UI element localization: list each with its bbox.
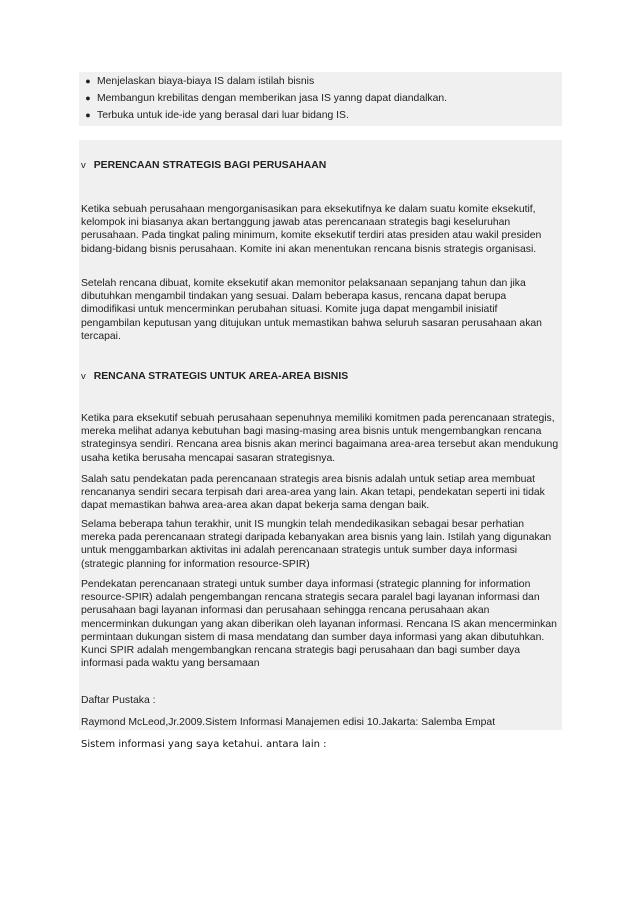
section-marker: v — [81, 371, 86, 382]
paragraph: Salah satu pendekatan pada perencanaan strategis area bisnis adalah untuk setiap area membuat rencananya sendiri secara terpisah dari area-area yang lain. Akan tetapi, pendekatan seperti ini tidak dapat memastikan bahwa area-area akan dapat bekerja sama dengan baik. — [81, 474, 545, 512]
paragraph: Pendekatan perencanaan strategi untuk sumber daya informasi (strategic planning for information resource-SPIR) adalah pengembangan rencana strategis secara paralel bagi layanan informasi dan perusahaan bagi layanan informasi dan perusahaan sehingga rencana perusahaan akan mencerminkan dukungan yang akan diberikan oleh layanan informasi. Rencana IS akan mencerminkan permintaan dukungan sistem di masa mendatang dan sumber daya informasi yang akan dibutuhkan. Kunci SPIR adalah mengembangkan rencana strategis bagi perusahaan dan bagi sumber daya informasi pada waktu yang bersamaan — [81, 579, 557, 670]
section-title: PERENCAAN STRATEGIS BAGI PERUSAHAAN — [93, 160, 327, 171]
bullet-icon: ● — [85, 76, 91, 86]
footer-text: Sistem informasi yang saya ketahui. antara lain : — [81, 739, 327, 750]
references-label: Daftar Pustaka : — [81, 695, 156, 706]
paragraph: Selama beberapa tahun terakhir, unit IS mungkin telah mendedikasikan sebagai besar perhatian mereka pada perencanaan strategi daripada kebanyakan area bisnis yang lain. Istilah yang digunakan untuk menggambarkan aktivitas ini adalah perencanaan strategis untuk sumber daya informasi (strategic planning for information resource-SPIR) — [81, 519, 552, 570]
bullet-list — [79, 73, 562, 124]
list-item: ● Menjelaskan biaya-biaya IS dalam istilah bisnis — [79, 73, 562, 90]
section-heading — [81, 371, 348, 382]
section-marker: v — [81, 160, 86, 171]
reference-entry: Raymond McLeod,Jr.2009.Sistem Informasi Manajemen edisi 10.Jakarta: Salemba Empat — [81, 717, 496, 728]
list-item: ● Membangun krebilitas dengan memberikan jasa IS yanng dapat diandalkan. — [79, 90, 562, 107]
list-item: ● Terbuka untuk ide-ide yang berasal dari luar bidang IS. — [79, 107, 562, 124]
paragraph: Setelah rencana dibuat, komite eksekutif akan memonitor pelaksanaan sepanjang tahun dan jika dibutuhkan mengambil tindakan yang sesuai. Dalam beberapa kasus, rencana dapat berupa dimodifikasi untuk mencerminkan perubahan situasi. Komite juga dapat mengambil inisiatif pengambilan keputusan yang ditujukan untuk memastikan bahwa seluruh sasaran perusahaan akan tercapai. — [81, 278, 542, 342]
section-heading — [81, 160, 326, 171]
paragraph: Ketika sebuah perusahaan mengorganisasikan para eksekutifnya ke dalam suatu komite eksekutif, kelompok ini biasanya akan bertanggung jawab atas perencanaan strategis bagi keseluruhan perusahaan. Pada tingkat paling minimum, komite eksekutif terdiri atas presiden atau wakil presiden bidang-bidang bisnis perusahaan. Komite ini akan menentukan rencana bisnis strategis organisasi. — [81, 204, 542, 255]
paragraph: Ketika para eksekutif sebuah perusahaan sepenuhnya memiliki komitmen pada perencanaan strategis, mereka melihat adanya kebutuhan bagi masing-masing area bisnis untuk mengembangkan rencana strateginsya sendiri. Rencana area bisnis akan merinci bagaimana area-area tersebut akan mendukung usaha ketika berusaha mencapai sasaran strategisnya. — [81, 413, 559, 464]
section-title: RENCANA STRATEGIS UNTUK AREA-AREA BISNIS — [93, 371, 349, 382]
bullet-icon: ● — [85, 110, 91, 120]
bullet-icon: ● — [85, 93, 91, 103]
